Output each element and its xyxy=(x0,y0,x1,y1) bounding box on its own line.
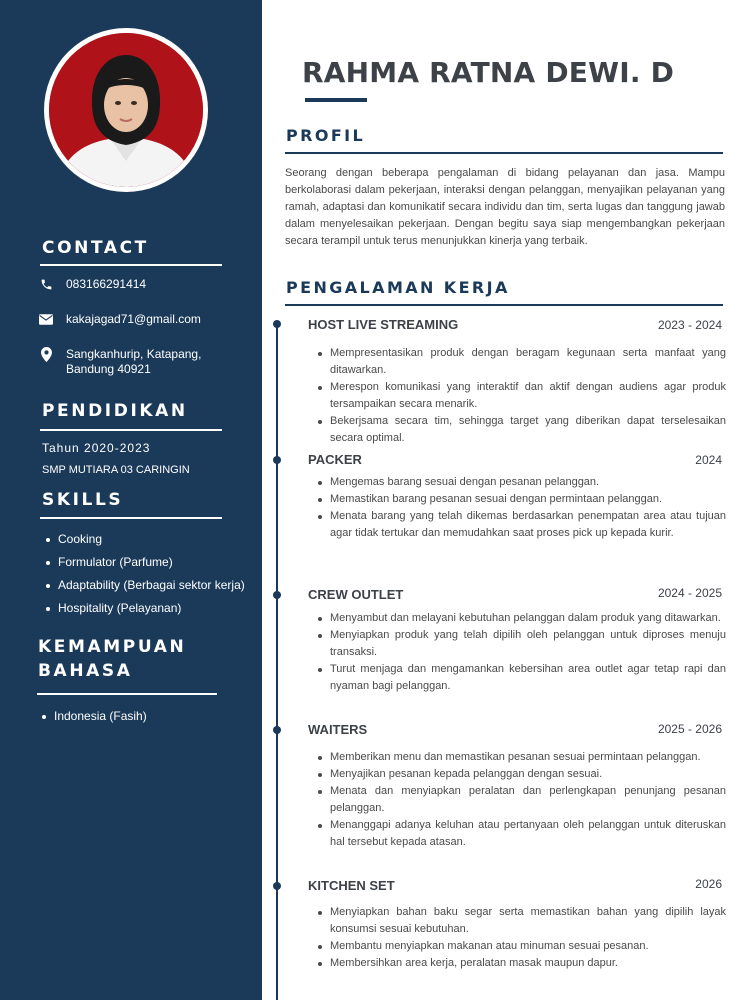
job-duties xyxy=(316,474,726,542)
timeline-dot xyxy=(273,591,281,599)
email-address: kakajagad71@gmail.com xyxy=(66,312,201,326)
education-divider xyxy=(40,429,222,431)
job-duty: Bekerjsama secara tim, sehingga target yang diberikan dapat terselesaikan secara optimal. xyxy=(316,413,726,447)
job-duty: Menata dan menyiapkan peralatan dan perlengkapan penunjang pesanan pelanggan. xyxy=(316,783,726,817)
name-underline xyxy=(305,98,367,102)
skill-item: Formulator (Parfume) xyxy=(44,555,245,578)
job-duties xyxy=(316,749,726,851)
contact-email xyxy=(38,312,201,327)
job-title: HOST LIVE STREAMING xyxy=(308,317,459,332)
job-title: CREW OUTLET xyxy=(308,587,404,602)
job-duties xyxy=(316,610,726,695)
education-school: SMP MUTIARA 03 CARINGIN xyxy=(42,464,190,476)
job-duty: Turut menjaga dan mengamankan kebersihan area outlet agar tetap rapi dan nyaman bagi pelanggan. xyxy=(316,661,726,695)
skill-item: Hospitality (Pelayanan) xyxy=(44,601,245,624)
skill-item: Cooking xyxy=(44,532,245,555)
contact-title: CONTACT xyxy=(42,238,149,258)
languages-list xyxy=(40,709,147,732)
job-date: 2025 - 2026 xyxy=(657,722,722,736)
address: Sangkanhurip, Katapang, Bandung 40921 xyxy=(66,347,202,376)
education-title: PENDIDIKAN xyxy=(42,401,188,421)
timeline-dot xyxy=(273,882,281,890)
experience-timeline xyxy=(276,322,278,1000)
job-date: 2024 - 2025 xyxy=(657,586,722,600)
contact-divider xyxy=(40,264,222,266)
experience-divider xyxy=(285,304,723,306)
sidebar xyxy=(0,0,262,1000)
job-date: 2024 xyxy=(695,453,722,467)
phone-icon xyxy=(38,277,54,292)
job-duty: Menyambut dan melayani kebutuhan pelanggan dalam produk yang ditawarkan. xyxy=(316,610,726,627)
contact-phone xyxy=(38,277,146,292)
skills-title: SKILLS xyxy=(42,490,124,510)
job-duties xyxy=(316,345,726,447)
job-duty: Menanggapi adanya keluhan atau pertanyaan oleh pelanggan untuk diteruskan hal tersebut kepada atasan. xyxy=(316,817,726,851)
language-divider xyxy=(37,693,217,695)
job-duty: Membersihkan area kerja, peralatan masak maupun dapur. xyxy=(316,955,726,972)
language-item: Indonesia (Fasih) xyxy=(40,709,147,732)
job-duties xyxy=(316,904,726,972)
timeline-dot xyxy=(273,726,281,734)
timeline-dot xyxy=(273,456,281,464)
job-date: 2023 - 2024 xyxy=(657,318,722,332)
mail-icon xyxy=(38,312,54,327)
phone-number: 083166291414 xyxy=(66,277,147,291)
job-duty: Menata barang yang telah dikemas berdasarkan penempatan area atau tujuan agar tidak tertukar dan memudahkan saat proses pick up kepada kurir. xyxy=(316,508,726,542)
job-duty: Mempresentasikan produk dengan beragam kegunaan serta manfaat yang ditawarkan. xyxy=(316,345,726,379)
job-duty: Membantu menyiapkan makanan atau minuman sesuai pesanan. xyxy=(316,938,726,955)
location-pin-icon xyxy=(38,347,54,362)
job-duty: Merespon komunikasi yang interaktif dan aktif dengan audiens agar produk tersampaikan secara menarik. xyxy=(316,379,726,413)
job-duty: Menyajikan pesanan kepada pelanggan dengan sesuai. xyxy=(316,766,726,783)
experience-title: PENGALAMAN KERJA xyxy=(286,278,510,297)
job-duty: Mengemas barang sesuai dengan pesanan pelanggan. xyxy=(316,474,726,491)
language-title-line-2: BAHASA xyxy=(38,661,133,681)
job-duty: Menyiapkan bahan baku segar serta memastikan bahan yang dipilih layak konsumsi sesuai kebutuhan. xyxy=(316,904,726,938)
profile-text: Seorang dengan beberapa pengalaman di bidang pelayanan dan jasa. Mampu berkolaborasi dalam pekerjaan, interaksi dengan pelanggan, menyajikan pelayanan yang ramah, adaptasi dan komunikatif secara individu dan tim, serta lugas dan tanggung jawab dalam menyelesaikan pekerjaan. Dengan begitu saya siap mengembangkan pekerjaan secara terampil untuk terus menunjukkan kinerja yang terbaik. xyxy=(285,167,725,247)
education-year: Tahun 2020-2023 xyxy=(42,441,151,455)
skill-item: Adaptability (Berbagai sektor kerja) xyxy=(44,578,245,601)
candidate-name: RAHMA RATNA DEWI. D xyxy=(302,56,675,89)
job-duty: Memberikan menu dan memastikan pesanan sesuai permintaan pelanggan. xyxy=(316,749,726,766)
job-title: PACKER xyxy=(308,452,362,467)
skills-divider xyxy=(40,517,222,519)
job-date: 2026 xyxy=(695,877,722,891)
profile-photo xyxy=(49,33,203,187)
job-title: KITCHEN SET xyxy=(308,878,395,893)
timeline-dot xyxy=(273,320,281,328)
contact-address xyxy=(38,347,201,377)
job-duty: Memastikan barang pesanan sesuai dengan permintaan pelanggan. xyxy=(316,491,726,508)
language-title-line-1: KEMAMPUAN xyxy=(38,637,187,657)
job-title: WAITERS xyxy=(308,722,368,737)
profile-title: PROFIL xyxy=(286,126,366,145)
skills-list xyxy=(44,532,245,624)
profile-photo-frame xyxy=(44,28,208,192)
profile-divider xyxy=(285,152,723,154)
job-duty: Menyiapkan produk yang telah dipilih oleh pelanggan untuk diproses menuju transaksi. xyxy=(316,627,726,661)
